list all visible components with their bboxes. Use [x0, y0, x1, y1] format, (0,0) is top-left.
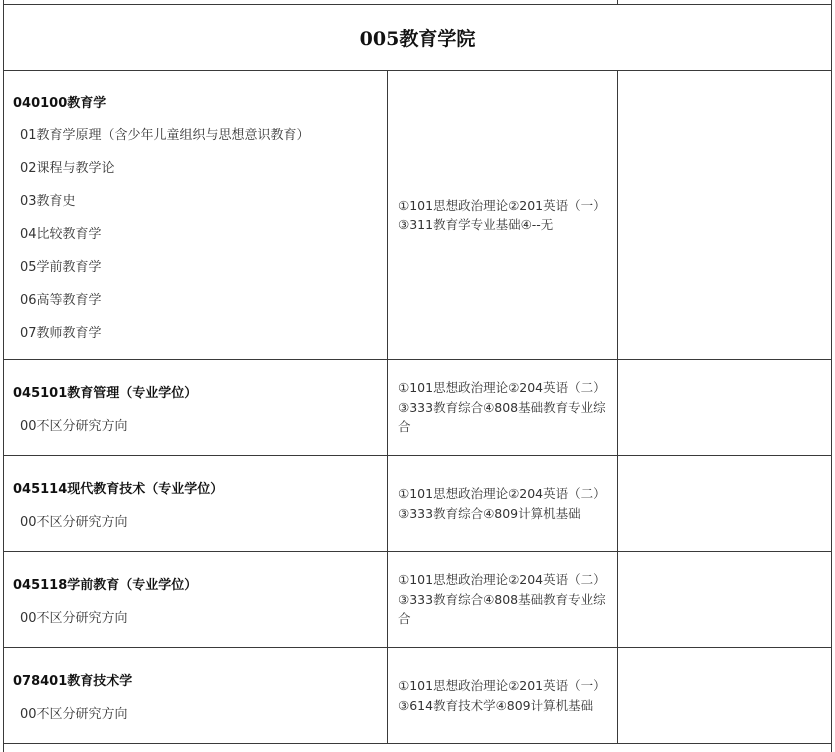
program-name: 045114现代教育技术（专业学位）: [13, 482, 224, 497]
remark-cell: [617, 456, 832, 551]
table-row: [3, 71, 832, 359]
remark-cell: [617, 648, 832, 743]
research-direction: 00不区分研究方向: [20, 611, 128, 626]
exam-subjects-cell: [387, 71, 617, 359]
remark-cell: [617, 360, 832, 455]
program-name: 040100教育学: [13, 96, 107, 111]
program-cell: [3, 552, 387, 647]
research-direction: 04比较教育学: [20, 227, 102, 242]
row-divider: [3, 743, 832, 744]
research-direction: 01教育学原理（含少年儿童组织与思想意识教育）: [20, 128, 310, 143]
remark-cell: [617, 71, 832, 359]
program-name: 045101教育管理（专业学位）: [13, 386, 198, 401]
column-divider: [387, 70, 388, 744]
research-direction: 07教师教育学: [20, 326, 102, 341]
program-cell: [3, 71, 387, 359]
remark-cell: [617, 552, 832, 647]
exam-subjects: ①101思想政治理论②204英语（二）③333教育综合④808基础教育专业综合: [398, 380, 606, 435]
exam-subjects: ①101思想政治理论②201英语（一）③614教育技术学④809计算机基础: [398, 678, 606, 713]
exam-subjects-cell: [387, 360, 617, 455]
research-direction: 05学前教育学: [20, 260, 102, 275]
exam-subjects-cell: [387, 552, 617, 647]
table-row: [3, 360, 832, 455]
college-title: 005教育学院: [359, 27, 476, 50]
exam-subjects: ①101思想政治理论②204英语（二）③333教育综合④808基础教育专业综合: [398, 572, 606, 627]
program-cell: [3, 360, 387, 455]
research-direction: 02课程与教学论: [20, 161, 115, 176]
exam-subjects-cell: [387, 456, 617, 551]
program-name: 078401教育技术学: [13, 674, 133, 689]
program-cell: [3, 456, 387, 551]
column-divider: [617, 70, 618, 744]
table-row: [3, 552, 832, 647]
table-row: [3, 648, 832, 743]
exam-subjects-cell: [387, 648, 617, 743]
research-direction: 00不区分研究方向: [20, 419, 128, 434]
program-name: 045118学前教育（专业学位）: [13, 578, 198, 593]
exam-subjects: ①101思想政治理论②201英语（一）③311教育学专业基础④--无: [398, 197, 606, 232]
table-row: [3, 456, 832, 551]
research-direction: 06高等教育学: [20, 293, 102, 308]
research-direction: 00不区分研究方向: [20, 515, 128, 530]
research-direction: 03教育史: [20, 194, 76, 209]
program-cell: [3, 648, 387, 743]
exam-subjects: ①101思想政治理论②204英语（二）③333教育综合④809计算机基础: [398, 486, 606, 521]
research-direction: 00不区分研究方向: [20, 707, 128, 722]
